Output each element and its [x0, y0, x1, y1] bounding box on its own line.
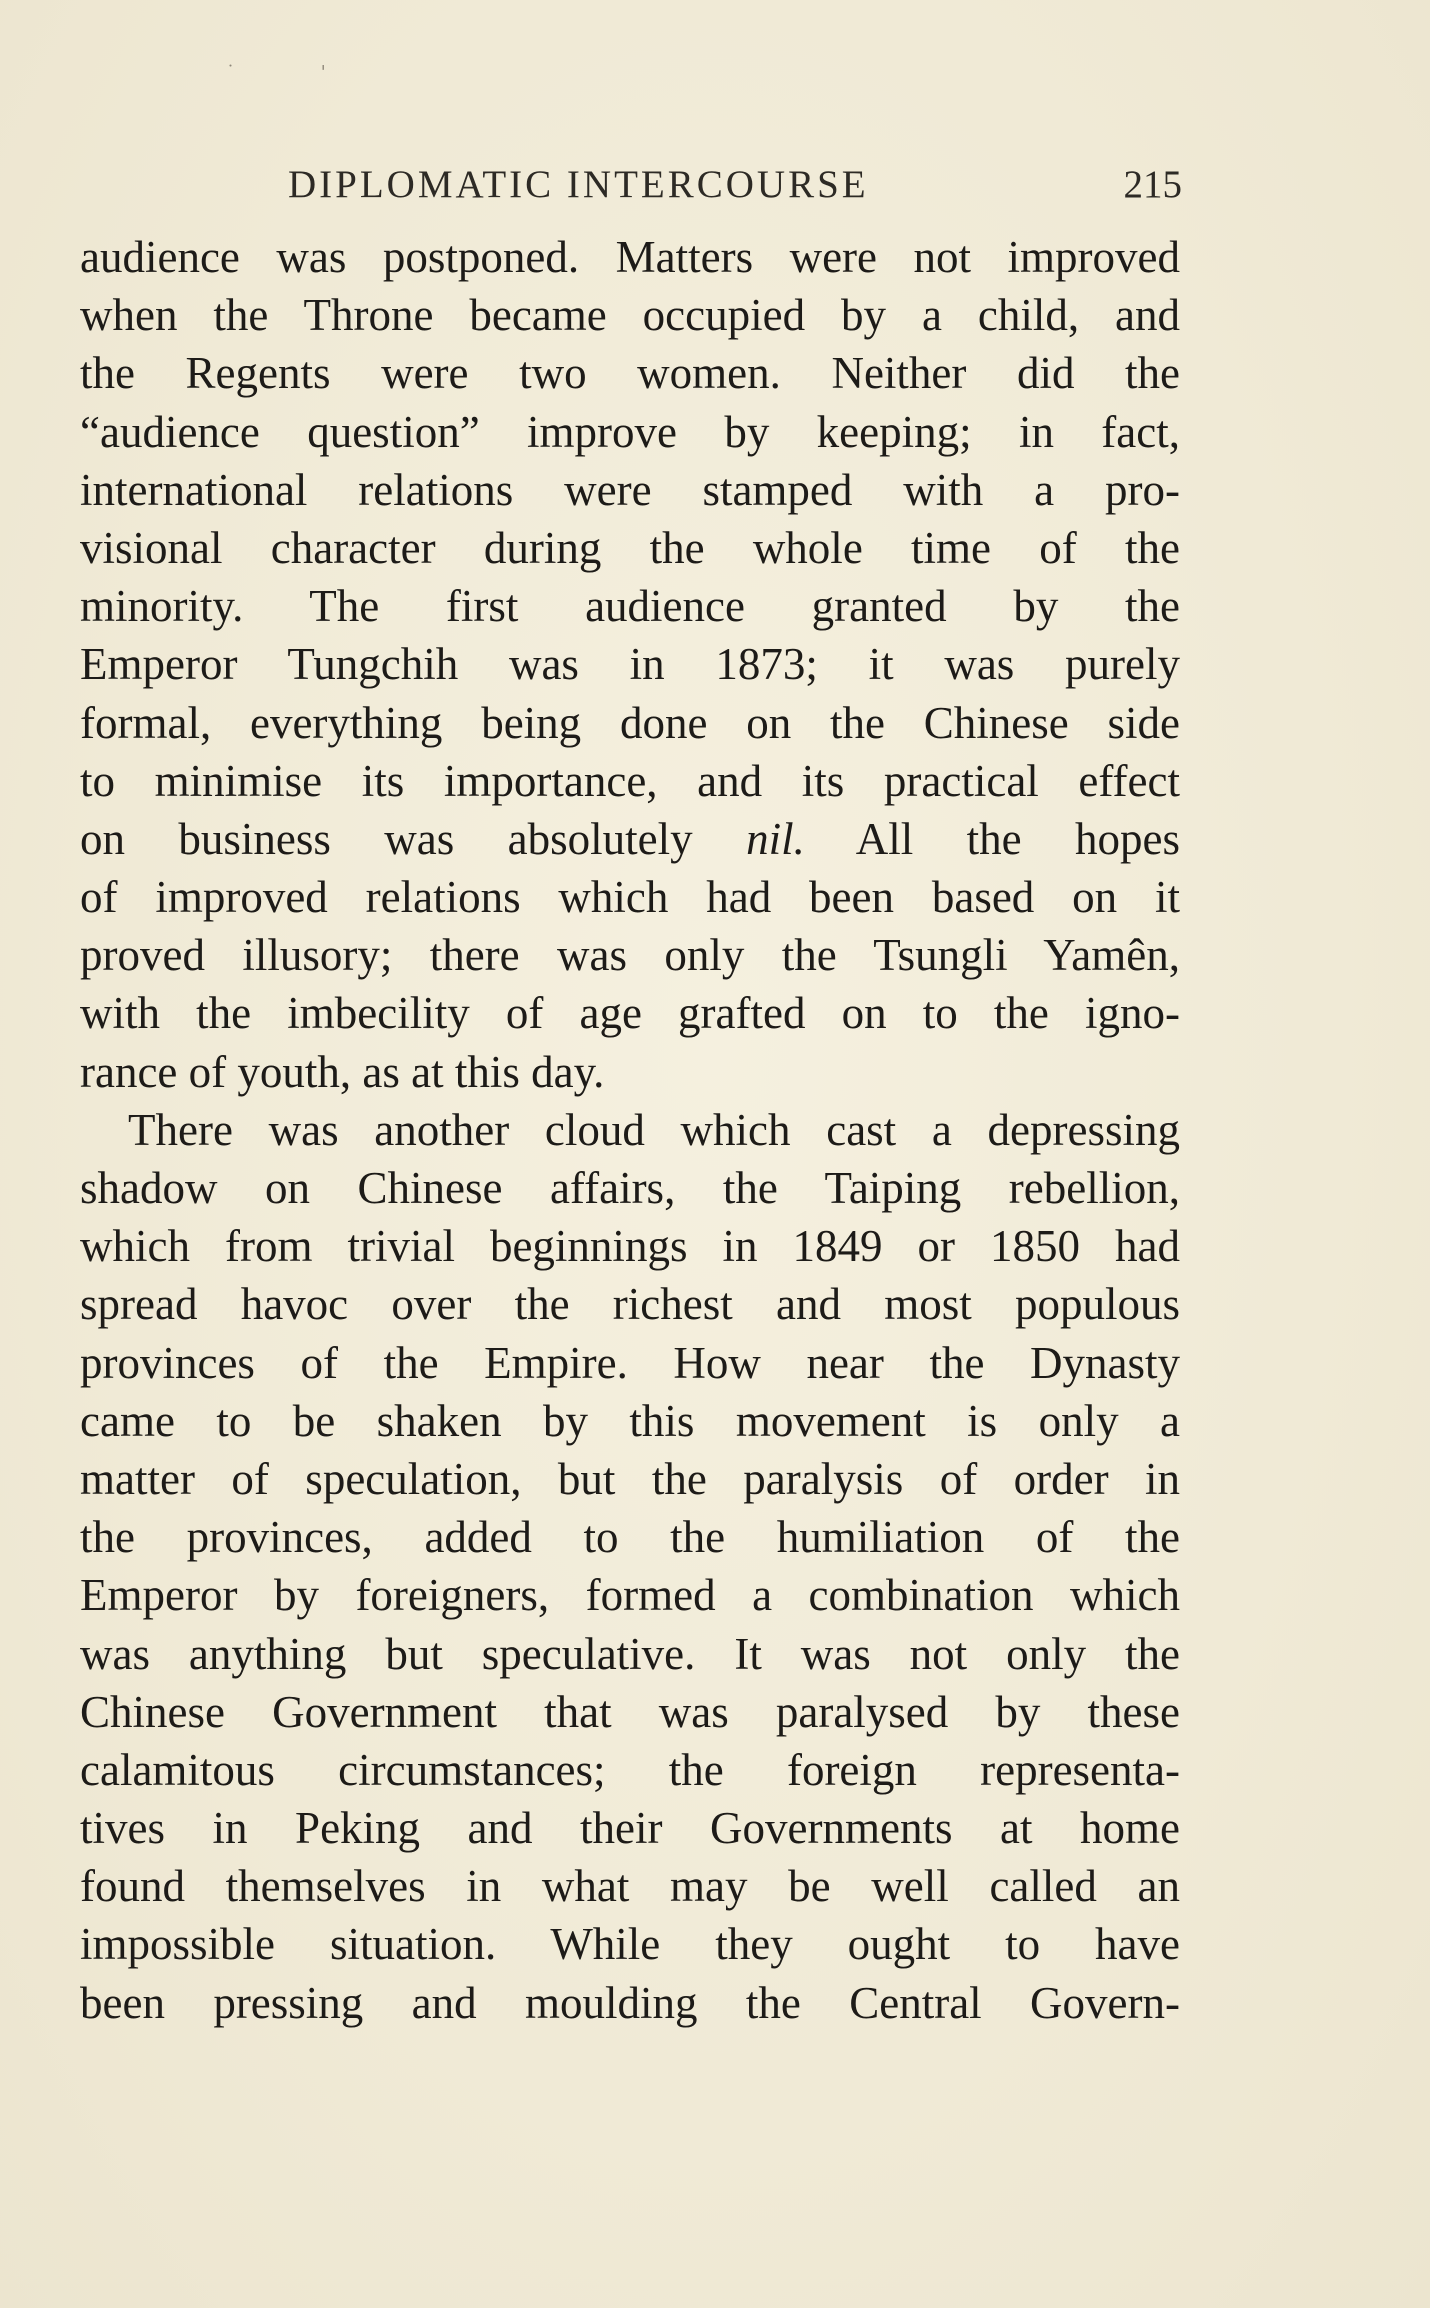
text-line: international relations were stamped with a pro- [80, 464, 1180, 515]
text-line: matter of speculation, but the paralysis of order in [80, 1453, 1180, 1504]
text-line: spread havoc over the richest and most populous [80, 1279, 1180, 1330]
page-number: 215 [1123, 163, 1182, 206]
italic-word: nil. [746, 813, 805, 864]
text-line: minority. The first audience granted by the [80, 581, 1180, 632]
text-line: visional character during the whole time of the [80, 522, 1180, 573]
text-line: of improved relations which had been based on it [80, 872, 1180, 923]
body-text [80, 228, 1180, 2032]
text-line: the Regents were two women. Neither did the [80, 348, 1180, 399]
text-line: impossible situation. While they ought to have [80, 1919, 1180, 1970]
paper-specks: ˙ ' [226, 62, 366, 83]
text-line: which from trivial beginnings in 1849 or 1850 had [80, 1221, 1180, 1272]
text-line: Emperor by foreigners, formed a combination which [80, 1570, 1180, 1621]
text-line: been pressing and moulding the Central Govern- [80, 1977, 1180, 2028]
text-line: with the imbecility of age grafted on to the igno- [80, 988, 1180, 1039]
text-line: shadow on Chinese affairs, the Taiping rebellion, [80, 1163, 1180, 1213]
text-line: came to be shaken by this movement is only a [80, 1395, 1180, 1446]
text-line: audience was postponed. Matters were not improved [80, 232, 1180, 282]
text-line: rance of youth, as at this day. [80, 1046, 605, 1097]
running-title: DIPLOMATIC INTERCOURSE [288, 163, 869, 206]
text-line: the provinces, added to the humiliation of the [80, 1512, 1180, 1563]
text-line: “audience question” improve by keeping; in fact, [80, 406, 1180, 457]
text-segment: All the hopes [804, 813, 1180, 864]
text-segment: on business was absolutely [80, 813, 747, 864]
text-line: was anything but speculative. It was not only the [80, 1628, 1180, 1679]
text-line: when the Throne became occupied by a child, and [80, 290, 1180, 341]
text-line: tives in Peking and their Governments at home [80, 1803, 1180, 1854]
text-line: Chinese Government that was paralysed by these [80, 1686, 1180, 1737]
text-line: to minimise its importance, and its practical effect [80, 755, 1180, 806]
text-line-with-italic [80, 810, 1180, 868]
running-head [288, 162, 1182, 210]
text-line: formal, everything being done on the Chinese side [80, 697, 1180, 748]
text-line: There was another cloud which cast a depressing [128, 1104, 1180, 1155]
text-line: found themselves in what may be well called an [80, 1861, 1180, 1912]
text-line: proved illusory; there was only the Tsungli Yamên, [80, 930, 1180, 981]
text-line: provinces of the Empire. How near the Dynasty [80, 1337, 1180, 1388]
text-line: Emperor Tungchih was in 1873; it was purely [80, 639, 1180, 690]
text-line: calamitous circumstances; the foreign representa- [80, 1744, 1180, 1795]
